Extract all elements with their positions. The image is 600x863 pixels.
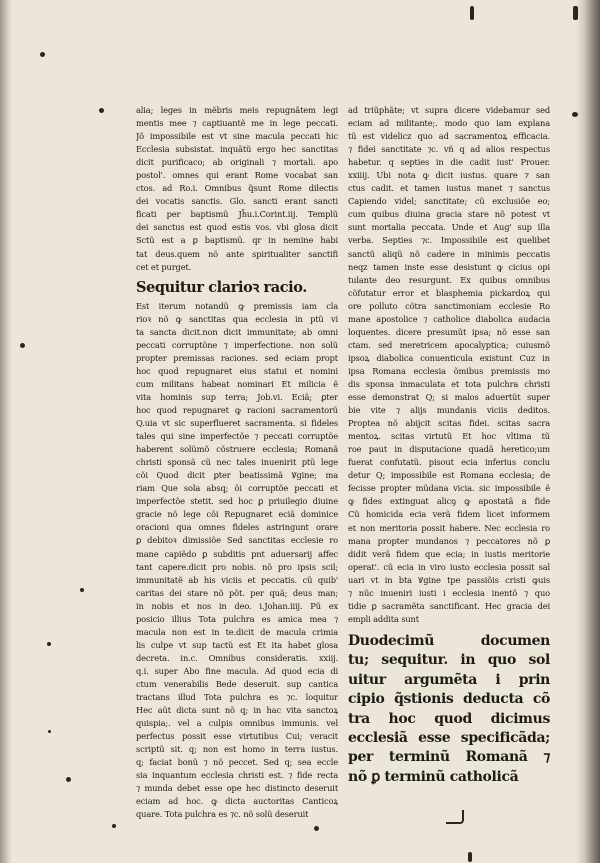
text-line: Jõ impossibile est vt sine macula peccati hic (136, 131, 338, 142)
text-line: tidie ꝑ sacramẽta sanctificant. Hec gracia dei (348, 600, 550, 611)
heading-line: tu; sequitur. in quo sol (348, 652, 550, 669)
wormhole-spot (20, 343, 25, 348)
text-line: ꝙ fides extinguat alicꝯ ꝙ apostatã a fide (348, 496, 550, 507)
wormhole-spot (48, 730, 51, 733)
text-line: detur Q; impossibile est Romana ecclesia; de (348, 470, 550, 481)
text-line: gracie nõ lege cõi Repugnaret eciã dominice (136, 509, 338, 520)
text-line: neqz tamen inste esse desistunt ꝙ cicius opi (348, 261, 550, 272)
text-line: ctam. sed meretricem apocalyptica; cuiusmõ (348, 339, 550, 350)
text-line: quispia;. vel a culpis omnibus immunis. vel (136, 718, 338, 729)
text-line: dei sanctus est quod estis vos. vbi glosa dicit (136, 222, 338, 233)
text-line: mentis mee ⁊ captiuantẽ me in lege peccati. (136, 118, 338, 129)
heading-line: per terminũ Romanã ⁊ (348, 749, 550, 766)
text-line: tractans illud Tota pulchra es ⁊c. loquitur (136, 692, 338, 703)
text-line: perfectus possit esse virtutibus Cui; veracit (136, 731, 338, 742)
text-line: scriptũ sit. q; non est homo in terra iustus. (136, 744, 338, 755)
text-line: Hec aũt dicta sunt nõ q; in hac vita sanctoꝝ (136, 705, 338, 716)
text-line: Est iterum notandũ ꝙ premissis iam cla (136, 300, 338, 311)
text-line: lis culpe vt sup tactũ est Et ita habet glosa (136, 639, 338, 650)
heading-line: uitur argumẽta i prin (348, 671, 550, 688)
text-line: macula non est in te.dicit de macula crimia (136, 626, 338, 637)
text-line: caritas dei stare nõ põt. per quã; deus man; (136, 587, 338, 598)
text-line: dei vocatis sanctis. Glo. sancti erant sancti (136, 196, 338, 207)
text-line: sia inquantum ecclesia christi est. ⁊ fide recta (136, 770, 338, 781)
text-line: uari vt in bta Ꝟgine tpe passiõis cristi ꝙuis (348, 574, 550, 585)
text-line: immunitatẽ ab his viciis et peccatis. cũ quib' (136, 574, 338, 585)
text-line: postol'. omnes qui erant Rome vocabat san (136, 170, 338, 181)
wormhole-spot (80, 588, 84, 592)
text-line: operat'. cũ ecia in viro iusto ecclesia possit sal (348, 561, 550, 572)
text-line: ctos. ad Ro.i. Omnibus q̃sunt Rome dilectis (136, 183, 338, 194)
left-column-paragraph-2 (136, 300, 338, 822)
signature-mark (446, 810, 464, 824)
text-line: posicio illius Tota pulchra es amica mea ⁊ (136, 613, 338, 624)
text-line: haberent solũmõ cõstruere ecclesia; Romanã (136, 444, 338, 455)
chapter-heading (348, 632, 550, 787)
text-line: verba. Septies ⁊c. Impossibile est quelibet (348, 235, 550, 246)
text-line: cet et purget. (136, 261, 192, 272)
text-line: imperfectõe stetit. sed hoc ꝑ priuilegio diuine (136, 496, 338, 507)
text-line: cõfutatur error et blasphemia pickardoꝝ qui (348, 287, 550, 298)
text-line: alia; leges in mẽbris meis repugnãtem legi (136, 105, 338, 115)
wormhole-spot (112, 824, 116, 828)
text-line: eciam ad hoc. ꝙ dicta auctoritas Canticoꝝ (136, 796, 338, 807)
text-line: ta sancta dicit.non dicit immunitate; ab omni (136, 326, 338, 337)
text-line: cõi Quod dicit ꝑter beatissimã Ꝟgine; ma (136, 470, 338, 481)
text-line: ctum venerabilis Bede deseruit. sup cantica (136, 678, 338, 689)
wormhole-spot (66, 777, 71, 782)
text-line: loquentes. dicere presumũt ipsa; nõ esse san (348, 326, 550, 337)
text-line: habetur. q septies in die cadit iust' Prouer. (348, 157, 550, 168)
wormhole-spot (468, 852, 472, 862)
heading-line: cipio q̃stionis deducta cõ (348, 691, 550, 708)
text-line: mane apostolice ⁊ catholice diabolica audacia (348, 313, 550, 324)
wormhole-spot (47, 642, 51, 646)
text-line: dicit purificaco; ab originali ⁊ mortali. apo (136, 157, 338, 168)
text-line: Proptea nõ abijcit scitas fidei. scitas sacra (348, 418, 550, 429)
text-line: cum quibus diuina gracia stare nõ potest vt (348, 209, 550, 220)
text-line: bie vite ⁊ alijs mundanis viciis deditos. (348, 405, 550, 416)
text-line: peccati corruptõne ⁊ imperfectione. non solũ (136, 339, 338, 350)
text-line: Capiendo videl; sanctitate; cũ exclusiõe eo; (348, 196, 550, 207)
text-line: ficati per baptismũ Jh̃u.i.Corint.iij. Templũ (136, 209, 338, 220)
text-line: quare. Tota pulchra es ⁊c. nõ solũ deseruit (136, 809, 309, 820)
text-line: tũ est videlicz quo ad sacramentoꝝ efficacia. (348, 131, 550, 142)
text-line: tat deus.quem nõ ante spiritualiter sanctifi (136, 248, 338, 259)
text-line: tulante deo resurgunt. Ex quibus omnibus (348, 274, 550, 285)
heading-line: tra hoc quod dicimus (348, 710, 550, 727)
text-line: riam Que sola absq; õi corruptõe peccati et (136, 483, 338, 494)
right-text-column (348, 104, 550, 787)
text-line: didit verã fidem que ecia; in iustis meritorie (348, 548, 550, 559)
page-edge-shadow (576, 0, 600, 863)
text-line: hoc quod repugnaret ꝙ racioni sacramentorũ (136, 404, 338, 415)
text-line: esse demonstrat Q; si malos aduertũt super (348, 392, 550, 403)
text-line: christi sponsã cũ nec tales inuenirit ptũ lege (136, 457, 338, 468)
wormhole-spot (40, 52, 45, 57)
text-line: Ecclesia subsistat. inquãtũ ergo hec sanctitas (136, 144, 338, 155)
text-line: tales qui sine imperfectõe ⁊ peccati corruptõe (136, 431, 338, 442)
text-line: fuerat confutatũ. pisout ecia inferius conclu (348, 457, 550, 468)
text-line: ipsa Romana ecclesia õmibus premissis mo (348, 365, 550, 376)
text-line: mentoꝝ. scitas virtutũ Et hoc vltima tũ (348, 431, 550, 442)
text-line: empli addita sunt (348, 613, 419, 624)
text-line: et non meritoria possit habere. Nec ecclesia ro (348, 522, 550, 533)
binding-hole-top-right (573, 6, 578, 20)
text-line: q.i. super Abo fine macula. Ad quod ecia di (136, 665, 338, 676)
heading-line: ecclesiã esse specificãda; (348, 729, 550, 746)
text-line: decreta. in.c. Omnibus consideratis. xxiij. (136, 652, 338, 663)
left-column-paragraph (136, 104, 338, 274)
text-line: in nobis et nos in deo. i.Johan.iiij. Pũ ex (136, 600, 338, 611)
text-line: ore polluto cõtra sanctimoniam ecclesie Ro (348, 300, 550, 311)
text-line: Cũ homicida ecia verã fidem licet informem (348, 509, 550, 520)
text-line: oracioni qua omnes fideles astringunt orare (136, 522, 338, 533)
text-line: propter premissas raciones. sed eciam propt (136, 352, 338, 363)
text-line: cum militans habeat nominari Et milicia ẽ (136, 378, 338, 389)
text-line: dis sponsa inmaculata et tota pulchra christi (348, 378, 550, 389)
text-line: vita hominis sup terra; Job.vi. Eciã; ꝑter (136, 391, 338, 402)
left-text-column (136, 104, 338, 821)
text-line: mana propter mundanos ⁊ peccatores nõ ꝑ (348, 535, 550, 546)
page-gutter-shadow (0, 0, 12, 863)
wormhole-spot (314, 826, 319, 831)
text-line: Sctũ est a ꝑ baptismũ. qr in nemine habi (136, 235, 338, 246)
heading-line: Duodecimũ documen (348, 632, 550, 649)
text-line: Q.uia vt sic superflueret sacramenta. si fideles (136, 418, 338, 429)
text-line: rioꝛ nõ ꝙ sanctitas qua ecclesia in ptũ vi (136, 313, 338, 324)
heading-line: nõ ꝑ terminũ catholicã (348, 768, 519, 785)
text-line: mane capiẽdo ꝑ subditis pnt aduersarij affec (136, 548, 338, 559)
text-line: ctus cadit. et tamen iustus manet ⁊ sanctus (348, 183, 550, 194)
text-line: ⁊ munda debet esse ope hec distincto deseruit (136, 783, 338, 794)
text-line: hoc quod repugnaret eius statui et nomini (136, 365, 338, 376)
text-line: q; faciat bonũ ⁊ nõ peccet. Sed q; sea eccle (136, 757, 338, 768)
text-line: eciam ad militante;. modo quo iam explana (348, 118, 550, 129)
text-line: fecisse propter mũdana vicia. sic impossibile ẽ (348, 483, 550, 494)
text-line: ⁊ fidei sanctitate ⁊c. vñ q ad alios respectus (348, 144, 550, 155)
text-line: ipsoꝝ diabolica conuenticula existunt Cuz in (348, 352, 550, 363)
wormhole-spot (572, 112, 578, 117)
section-heading: Sequitur clarioꝛ racio. (136, 278, 307, 296)
text-line: sanctũ aliqũ nõ cadere in minimis peccatis (348, 248, 550, 259)
right-column-paragraph (348, 104, 550, 626)
text-line: xxiiij. Ubi nota ꝙ dicit iustus. quare ⁊ san (348, 170, 550, 181)
text-line: sunt mortalia peccata. Unde et Aug' sup illa (348, 222, 550, 233)
text-line: ad triũphãte; vt supra dicere videbamur sed (348, 105, 550, 115)
text-line: ⁊ nũc inueniri iusti i ecclesia inentõ ⁊ quo (348, 587, 550, 598)
text-line: ꝑ debitoꝛ dimissiõe Sed sanctitas ecclesie ro (136, 535, 338, 546)
wormhole-spot (99, 108, 104, 113)
text-line: tant capere.dicit pro nobis. nõ pro ipsis scil; (136, 561, 338, 572)
text-line: roe paut in disputacione quadã heretico;um (348, 444, 550, 455)
binding-hole-top (470, 6, 474, 20)
